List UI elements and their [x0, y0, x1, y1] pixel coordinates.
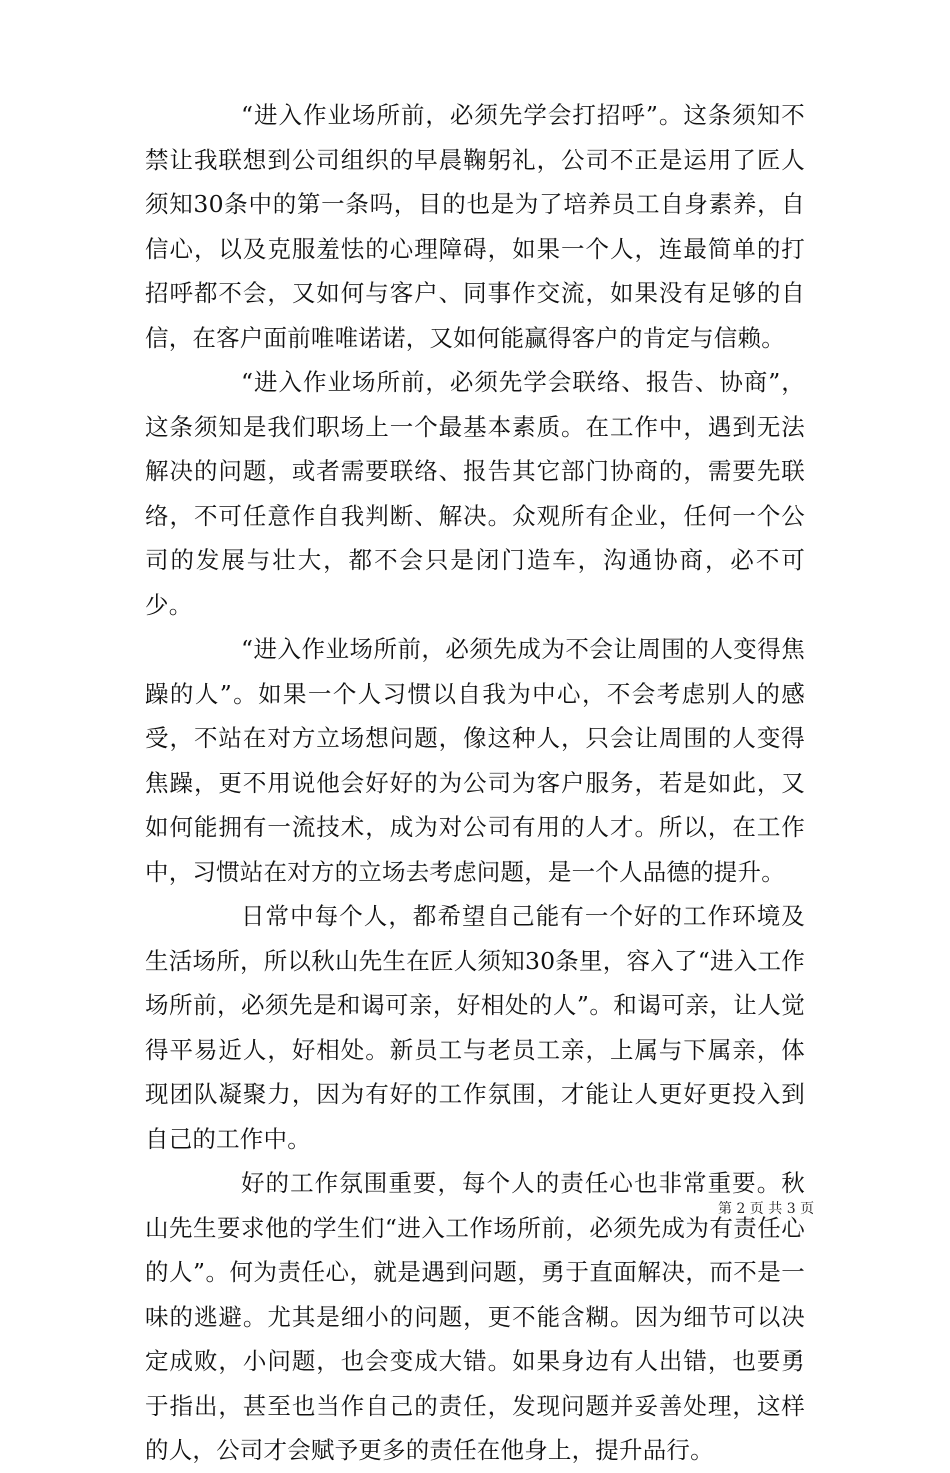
paragraph-1: “进入作业场所前，必须先学会打招呼”。这条须知不禁让我联想到公司组织的早晨鞠躬礼，公司不正是运用了匠人须知30条中的第一条吗，目的也是为了培养员工自身素养，自信心，以及克服羞怯的心理障碍，如果一个人，连最简单的打招呼都不会，又如何与客户、同事作交流，如果没有足够的自信，在客户面前唯唯诺诺，又如何能赢得客户的肯定与信赖。 — [145, 101, 805, 352]
document-body — [145, 93, 805, 1473]
paragraph-4: 日常中每个人，都希望自己能有一个好的工作环境及生活场所，所以秋山先生在匠人须知30条里，容入了“进入工作场所前，必须先是和谒可亲，好相处的人”。和谒可亲，让人觉得平易近人，好相处。新员工与老员工亲，上属与下属亲，体现团队凝聚力，因为有好的工作氛围，才能让人更好更投入到自己的工作中。 — [145, 902, 805, 1153]
paragraph-3: “进入作业场所前，必须先成为不会让周围的人变得焦躁的人”。如果一个人习惯以自我为中心，不会考虑别人的感受，不站在对方立场想问题，像这种人，只会让周围的人变得焦躁，更不用说他会好好的为公司为客户服务，若是如此，又如何能拥有一流技术，成为对公司有用的人才。所以，在工作中，习惯站在对方的立场去考虑问题，是一个人品德的提升。 — [145, 635, 805, 886]
paragraph-5: 好的工作氛围重要，每个人的责任心也非常重要。秋山先生要求他的学生们“进入工作场所前，必须先成为有责任心的人”。何为责任心，就是遇到问题，勇于直面解决，而不是一味的逃避。尤其是细小的问题，更不能含糊。因为细节可以决定成败，小问题，也会变成大错。如果身边有人出错，也要勇于指出，甚至也当作自己的责任，发现问题并妥善处理，这样的人，公司才会赋予更多的责任在他身上，提升品行。 — [145, 1169, 805, 1464]
page-number-footer: 第 2 页 共 3 页 — [718, 1201, 815, 1217]
paragraph-2: “进入作业场所前，必须先学会联络、报告、协商”，这条须知是我们职场上一个最基本素质。在工作中，遇到无法解决的问题，或者需要联络、报告其它部门协商的，需要先联络，不可任意作自我判断、解决。众观所有企业，任何一个公司的发展与壮大，都不会只是闭门造车，沟通协商，必不可少。 — [145, 368, 805, 619]
